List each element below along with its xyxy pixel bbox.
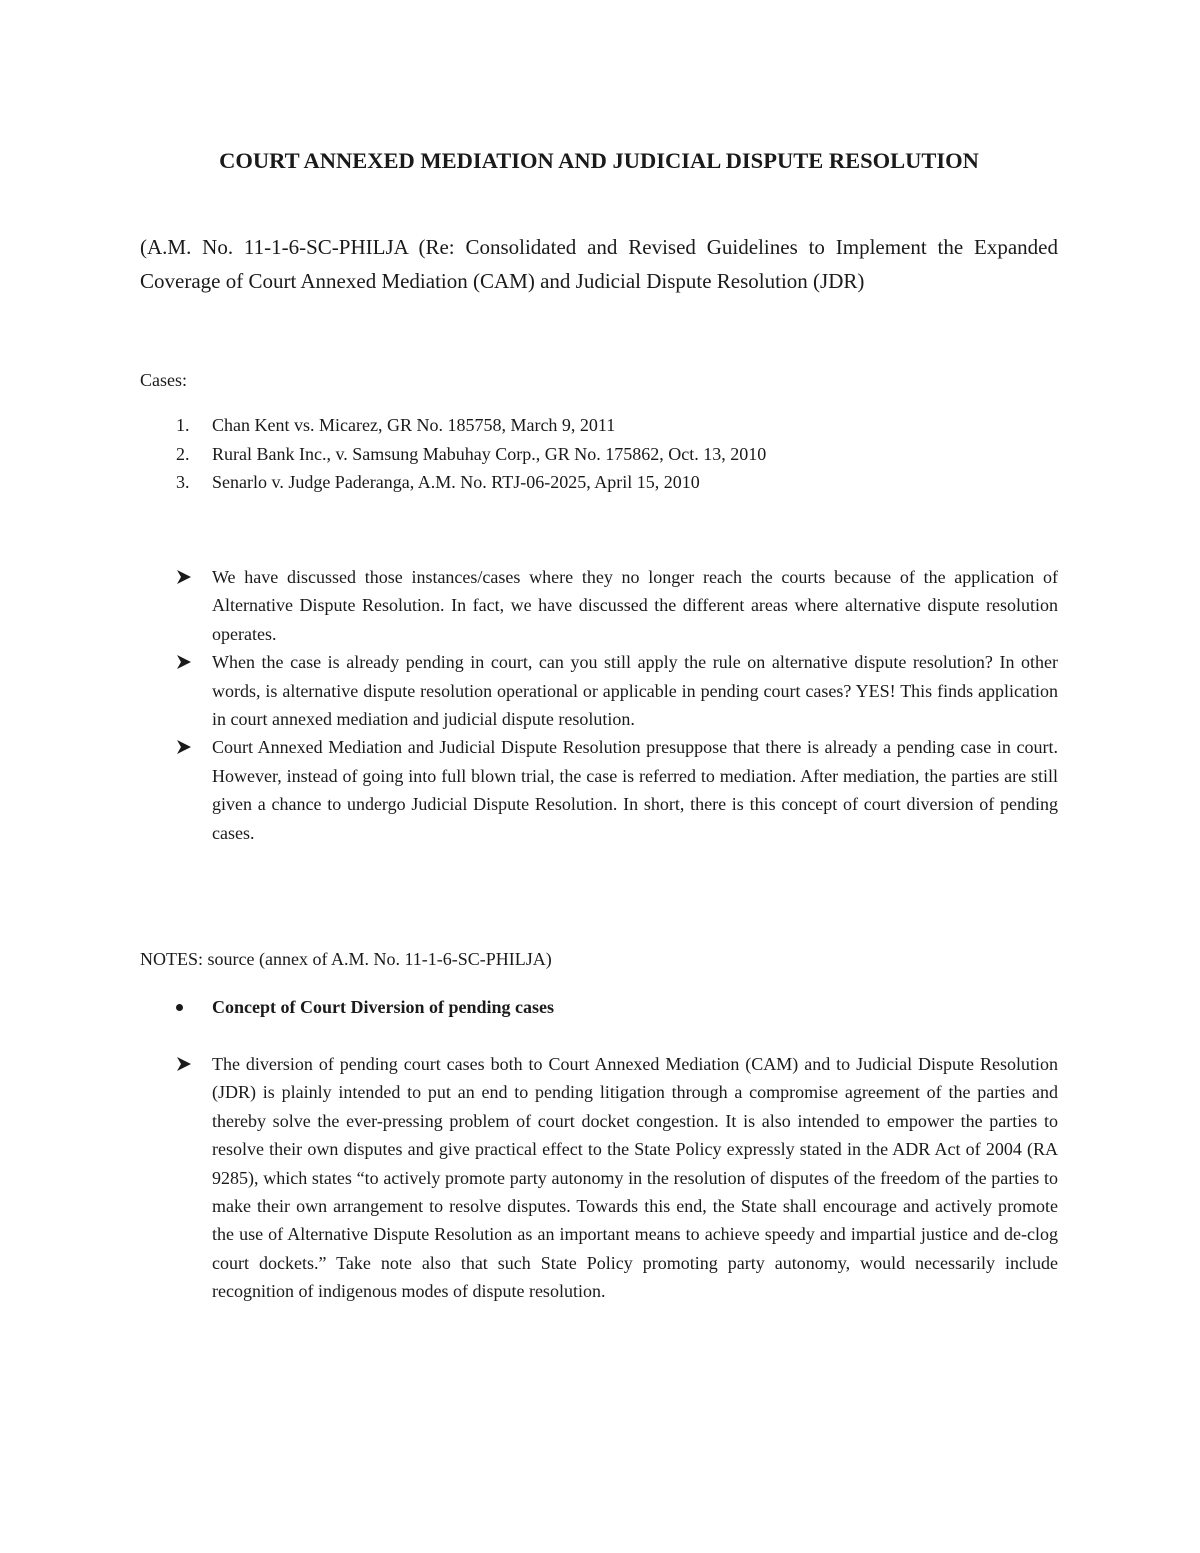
notes-heading-list: [140, 993, 1058, 1021]
arrow-bullet-icon: [176, 740, 191, 754]
bullet-item: [140, 648, 1058, 733]
case-item: [140, 411, 1058, 440]
bullet-text: When the case is already pending in court, can you still apply the rule on alternative dispute resolution? In other words, is alternative dispute resolution operational or applicable in pending court cases? YES! This finds application in court annexed mediation and judicial dispute resolution.: [212, 652, 1058, 730]
arrow-bullet-icon: [176, 570, 191, 584]
notes-heading-item: [140, 993, 1058, 1021]
bullet-item: [140, 1050, 1058, 1306]
cases-label: Cases:: [140, 370, 187, 390]
case-item: [140, 468, 1058, 497]
bullet-item: [140, 733, 1058, 847]
bullet-text: We have discussed those instances/cases where they no longer reach the courts because of the application of Alternative Dispute Resolution. In fact, we have discussed the different areas where alternative dispute resolution operates.: [212, 567, 1058, 644]
arrow-bullet-icon: [176, 1057, 191, 1071]
dot-bullet-icon: [176, 1004, 183, 1011]
bullet-text: Court Annexed Mediation and Judicial Dispute Resolution presuppose that there is already a pending case in court. However, instead of going into full blown trial, the case is referred to mediation. After mediation, the parties are still given a chance to undergo Judicial Dispute Resolution. In short, there is this concept of court diversion of pending cases.: [212, 737, 1058, 843]
case-list: [140, 411, 1058, 497]
case-text: Chan Kent vs. Micarez, GR No. 185758, March 9, 2011: [212, 415, 616, 435]
document-title: COURT ANNEXED MEDIATION AND JUDICIAL DISPUTE RESOLUTION: [219, 148, 979, 173]
discussion-bullets: [140, 563, 1058, 847]
arrow-bullet-icon: [176, 655, 191, 669]
case-text: Rural Bank Inc., v. Samsung Mabuhay Corp., GR No. 175862, Oct. 13, 2010: [212, 443, 767, 464]
case-number: 1.: [176, 415, 190, 435]
case-number: 3.: [176, 472, 190, 492]
notes-bullets: [140, 1050, 1058, 1306]
document-subtitle: (A.M. No. 11-1-6-SC-PHILJA (Re: Consolidated and Revised Guidelines to Implement the Expanded Coverage of Court Annexed Mediation (CAM) and Judicial Dispute Resolution (JDR): [140, 235, 1058, 293]
bullet-item: [140, 563, 1058, 648]
notes-heading-text: Concept of Court Diversion of pending cases: [212, 997, 554, 1017]
notes-label: NOTES: source (annex of A.M. No. 11-1-6-SC-PHILJA): [140, 949, 552, 969]
bullet-text: The diversion of pending court cases both to Court Annexed Mediation (CAM) and to Judicial Dispute Resolution (JDR) is plainly intended to put an end to pending litigation through a compromise agreement of the parties and thereby solve the ever-pressing problem of court docket congestion. It is also intended to empower the parties to resolve their own disputes and give practical effect to the State Policy expressly stated in the ADR Act of 2004 (RA 9285), which states “to actively promote party autonomy in the resolution of disputes of the freedom of the parties to make their own arrangement to resolve disputes. Towards this end, the State shall encourage and actively promote the use of Alternative Dispute Resolution as an important means to achieve speedy and impartial justice and de-clog court dockets.” Take note also that such State Policy promoting party autonomy, would necessarily include recognition of indigenous modes of dispute resolution.: [212, 1054, 1058, 1302]
case-number: 2.: [176, 443, 190, 464]
case-item: [140, 440, 1058, 469]
case-text: Senarlo v. Judge Paderanga, A.M. No. RTJ-06-2025, April 15, 2010: [212, 472, 700, 492]
